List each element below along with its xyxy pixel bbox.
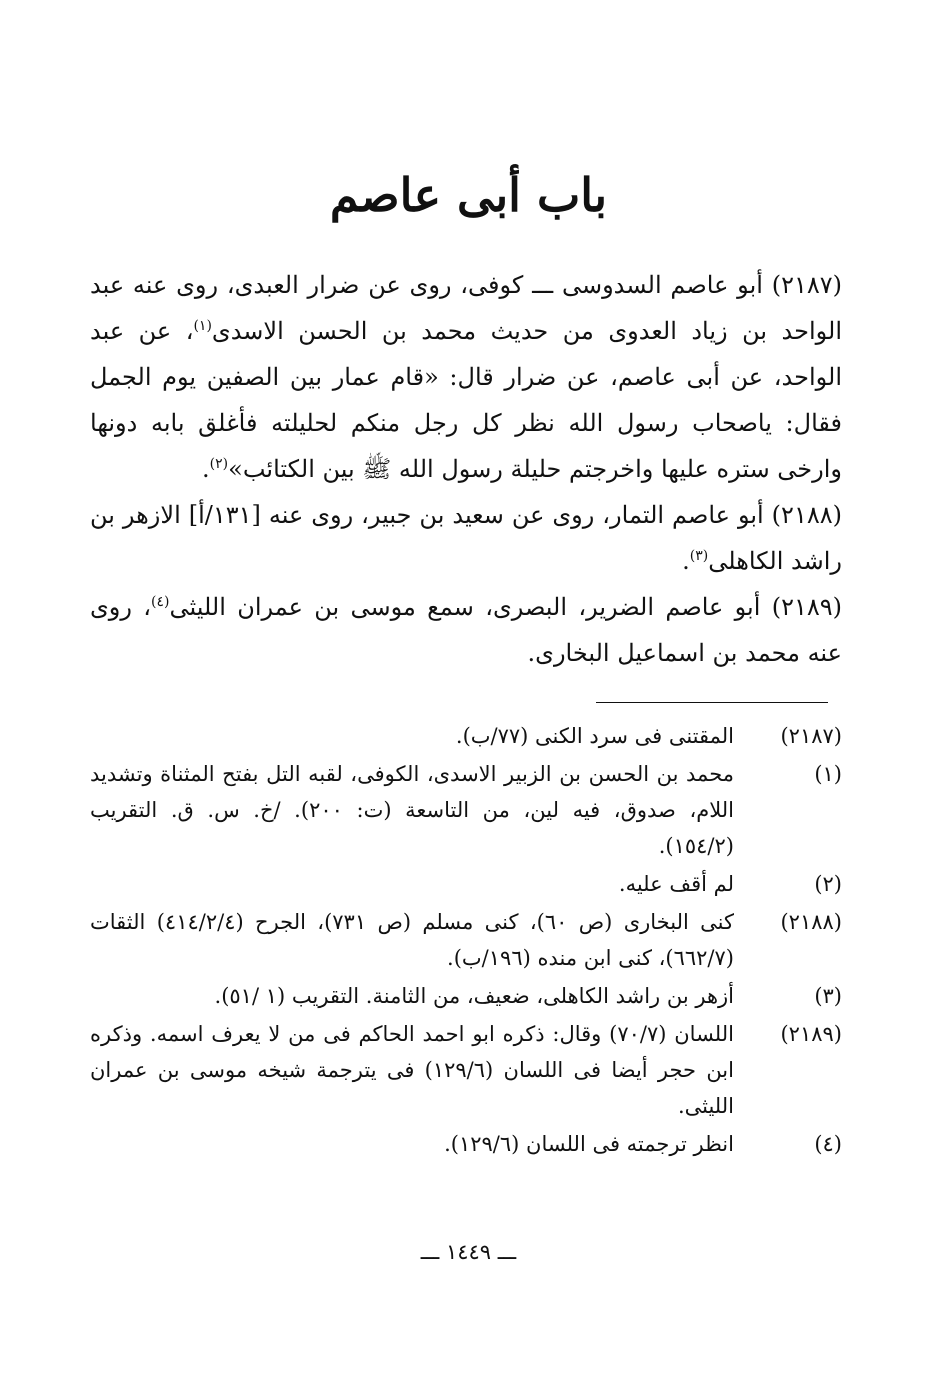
footnote-text: لم أقف عليه.	[618, 872, 734, 896]
footnote-item	[90, 1016, 842, 1124]
entry-text: أبو عاصم التمار، روى عن سعيد بن جبير، روى عنه	[260, 501, 772, 529]
footnote-item	[90, 1126, 842, 1162]
footnote-key: (٢١٨٨)	[780, 910, 842, 934]
entry-2188	[90, 492, 842, 584]
entry-number: (٢١٨٧)	[771, 271, 842, 299]
footnotes	[90, 718, 842, 1164]
entry-text: أبو عاصم السدوسى ـــ كوفى، روى عن ضرار العبدى، روى عنه عبد الواحد بن زياد العدوى من حديث محمد بن الحسن الاسدى	[90, 271, 842, 345]
entry-2187	[90, 262, 842, 492]
manuscript-folio-ref: [١٣١/أ]	[188, 501, 261, 529]
entry-text: ، عن عبد الواحد، عن أبى عاصم، عن ضرار قال: «قام عمار بين الصفين يوم الجمل فقال: ياصحاب رسول الله نظر كل رجل منكم لحليلته فأغلق بابه دونها وارخى ستره عليها واخرجتم حليلة رسول الله ﷺ بين الكتائب»	[90, 317, 842, 483]
footnote-item	[90, 718, 842, 754]
entry-number: (٢١٨٩)	[771, 593, 842, 621]
footnote-key: (٢١٨٩)	[780, 1022, 842, 1046]
entry-text: ، روى عنه محمد بن اسماعيل البخارى.	[90, 593, 842, 667]
footnote-key: (٢١٨٧)	[780, 724, 842, 748]
entry-text: أبو عاصم الضرير، البصرى، سمع موسى بن عمران الليثى	[169, 593, 772, 621]
footnote-item	[90, 756, 842, 864]
footnote-text: كنى البخارى (ص ٦٠)، كنى مسلم (ص ٧٣١)، الجرح (٤١٤/٢/٤) الثقات (٦٦٢/٧)، كنى ابن منده (١٩٦/ب).	[90, 910, 734, 970]
entry-number: (٢١٨٨)	[771, 501, 842, 529]
footnote-text: محمد بن الحسن بن الزبير الاسدى، الكوفى، لقبه التل بفتح المثناة وتشديد اللام، صدوق، فيه لين، من التاسعة (ت: ٢٠٠). /خ. س. ق. التقريب (١٥٤/٢).	[90, 762, 734, 858]
page-number: ـــ ١٤٤٩ ـــ	[420, 1240, 517, 1264]
main-text	[90, 262, 842, 676]
footnote-key: (٣)	[814, 984, 842, 1008]
footnote-text: اللسان (٧٠/٧) وقال: ذكره ابو احمد الحاكم فى من لا يعرف اسمه. وذكره ابن حجر أيضا فى اللسان (١٢٩/٦) فى يترجمة شيخه موسى بن عمران الليثى.	[90, 1022, 734, 1118]
footnote-item	[90, 866, 842, 902]
footnote-text: انظر ترجمته فى اللسان (١٢٩/٦).	[444, 1132, 734, 1156]
footnote-key: (٤)	[814, 1132, 842, 1156]
footnote-ref[interactable]: (٤)	[151, 594, 170, 610]
footnote-ref[interactable]: (١)	[193, 318, 212, 334]
footnote-key: (٢)	[814, 872, 842, 896]
entry-text: الازهر بن راشد الكاهلى	[90, 501, 842, 575]
footnote-item	[90, 904, 842, 976]
entry-text: .	[202, 455, 210, 483]
footnote-text: أزهر بن راشد الكاهلى، ضعيف، من الثامنة. التقريب (١ /٥١).	[214, 984, 734, 1008]
footnote-ref[interactable]: (٢)	[209, 456, 229, 472]
footnote-item	[90, 978, 842, 1014]
entry-text: .	[682, 547, 690, 575]
footnote-key: (١)	[814, 762, 842, 786]
footnote-separator	[596, 702, 828, 703]
chapter-title: باب أبى عاصم	[329, 168, 608, 222]
footnote-ref[interactable]: (٣)	[689, 548, 709, 564]
footnote-text: المقتنى فى سرد الكنى (٧٧/ب).	[455, 724, 734, 748]
entry-2189	[90, 584, 842, 676]
